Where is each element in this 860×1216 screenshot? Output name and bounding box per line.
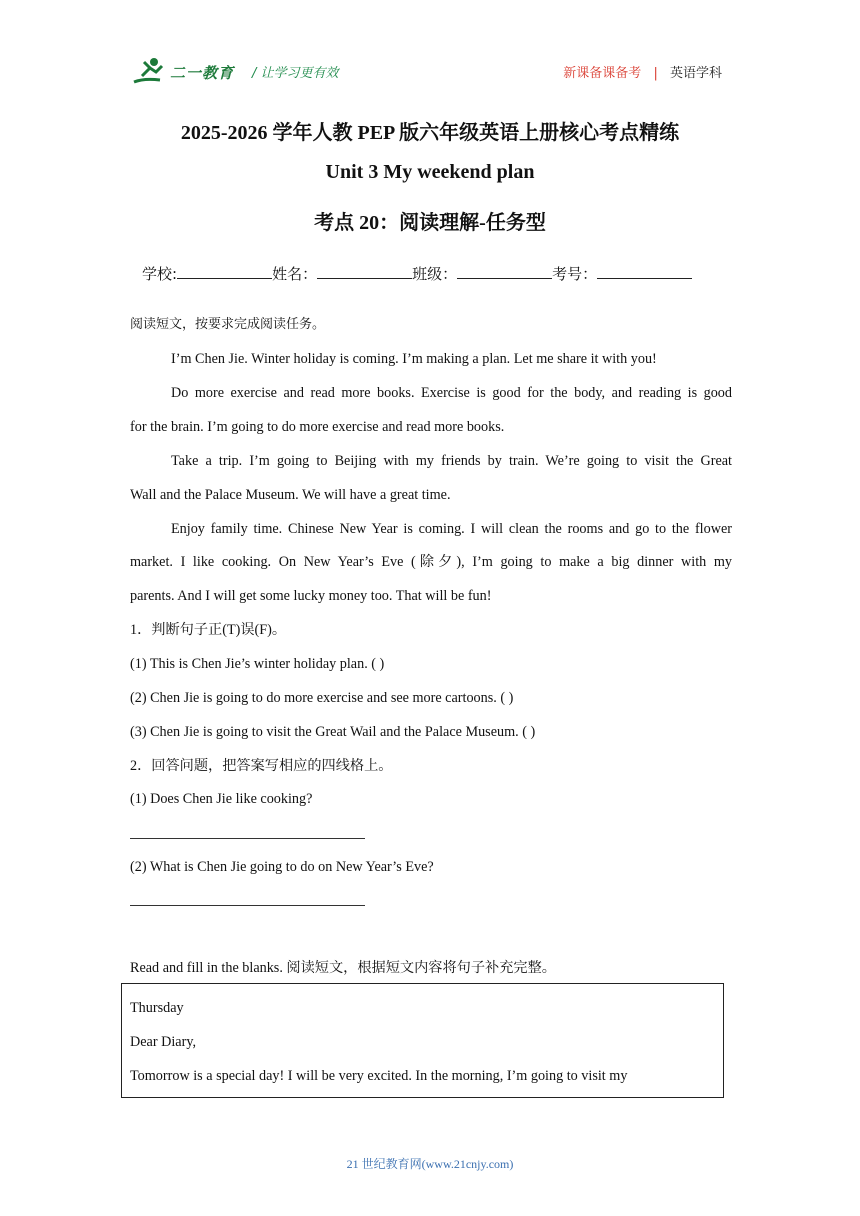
question-2-title: 2．回答问题，把答案写相应的四线格上。	[130, 758, 393, 774]
passage-paragraph-4-line-1: Enjoy family time. Chinese New Year is coming. I will clean the rooms and go to the flower	[171, 521, 732, 537]
passage-paragraph-2-line-1: Do more exercise and read more books. Exercise is good for the body, and reading is good	[171, 385, 732, 401]
diary-greeting: Dear Diary,	[130, 1034, 197, 1050]
passage-paragraph-4-line-3: parents. And I will get some lucky money too. That will be fun!	[130, 588, 492, 604]
passage-paragraph-3-line-1: Take a trip. I’m going to Beijing with my friends by train. We’re going to visit the Great	[171, 453, 732, 469]
passage-paragraph-1: I’m Chen Jie. Winter holiday is coming. I’m making a plan. Let me share it with you!	[171, 351, 657, 367]
passage-paragraph-4-line-2: market. I like cooking. On New Year’s Eve (除夕), I’m going to make a big dinner with my	[130, 554, 732, 570]
student-info-row	[142, 263, 692, 284]
answer-line-1[interactable]	[130, 838, 365, 839]
unit-title: Unit 3 My weekend plan	[325, 161, 535, 183]
passage-paragraph-2-line-2: for the brain. I’m going to do more exercise and read more books.	[130, 419, 505, 435]
class-label: 班级：	[412, 265, 458, 283]
slogan: / 让学习更有效	[252, 66, 339, 81]
runner-logo-icon	[130, 56, 170, 88]
question-2-item-1: (1) Does Chen Jie like cooking?	[130, 791, 313, 807]
page-footer[interactable]: 21 世纪教育网(www.21cnjy.com)	[346, 1157, 514, 1171]
name-blank[interactable]	[317, 264, 412, 279]
header-subject: 英语学科	[669, 66, 722, 81]
question-1-item-1: (1) This is Chen Jie’s winter holiday plan. ( )	[130, 656, 385, 672]
number-blank[interactable]	[597, 264, 692, 279]
page-header	[0, 52, 860, 92]
logo-text: 二一教育	[170, 64, 235, 82]
question-2-item-2: (2) What is Chen Jie going to do on New Year’s Eve?	[130, 859, 434, 875]
diary-line-1: Tomorrow is a special day! I will be very excited. In the morning, I’m going to visit my	[130, 1068, 628, 1084]
class-blank[interactable]	[457, 264, 552, 279]
fill-blanks-instruction: Read and fill in the blanks. 阅读短文，根据短文内容将句子补充完整。	[130, 960, 556, 976]
header-right	[563, 62, 722, 81]
school-blank[interactable]	[177, 264, 272, 279]
document-title: 2025-2026 学年人教 PEP 版六年级英语上册核心考点精练	[180, 122, 680, 144]
reading-instruction: 阅读短文，按要求完成阅读任务。	[130, 317, 326, 332]
name-label: 姓名：	[272, 265, 318, 283]
number-label: 考号：	[552, 265, 598, 283]
question-1-title: 1．判断句子正(T)误(F)。	[130, 622, 287, 638]
question-1-item-3: (3) Chen Jie is going to visit the Great Wail and the Palace Museum. ( )	[130, 724, 536, 740]
topic-title: 考点 20：阅读理解-任务型	[314, 212, 546, 234]
answer-line-2[interactable]	[130, 905, 365, 906]
question-1-item-2: (2) Chen Jie is going to do more exercise and see more cartoons. ( )	[130, 690, 514, 706]
header-separator: |	[653, 66, 658, 81]
passage-paragraph-3-line-2: Wall and the Palace Museum. We will have a great time.	[130, 487, 451, 503]
diary-day: Thursday	[130, 1000, 184, 1016]
header-course-label: 新课备课备考	[563, 66, 642, 81]
school-label: 学校:	[142, 265, 178, 283]
